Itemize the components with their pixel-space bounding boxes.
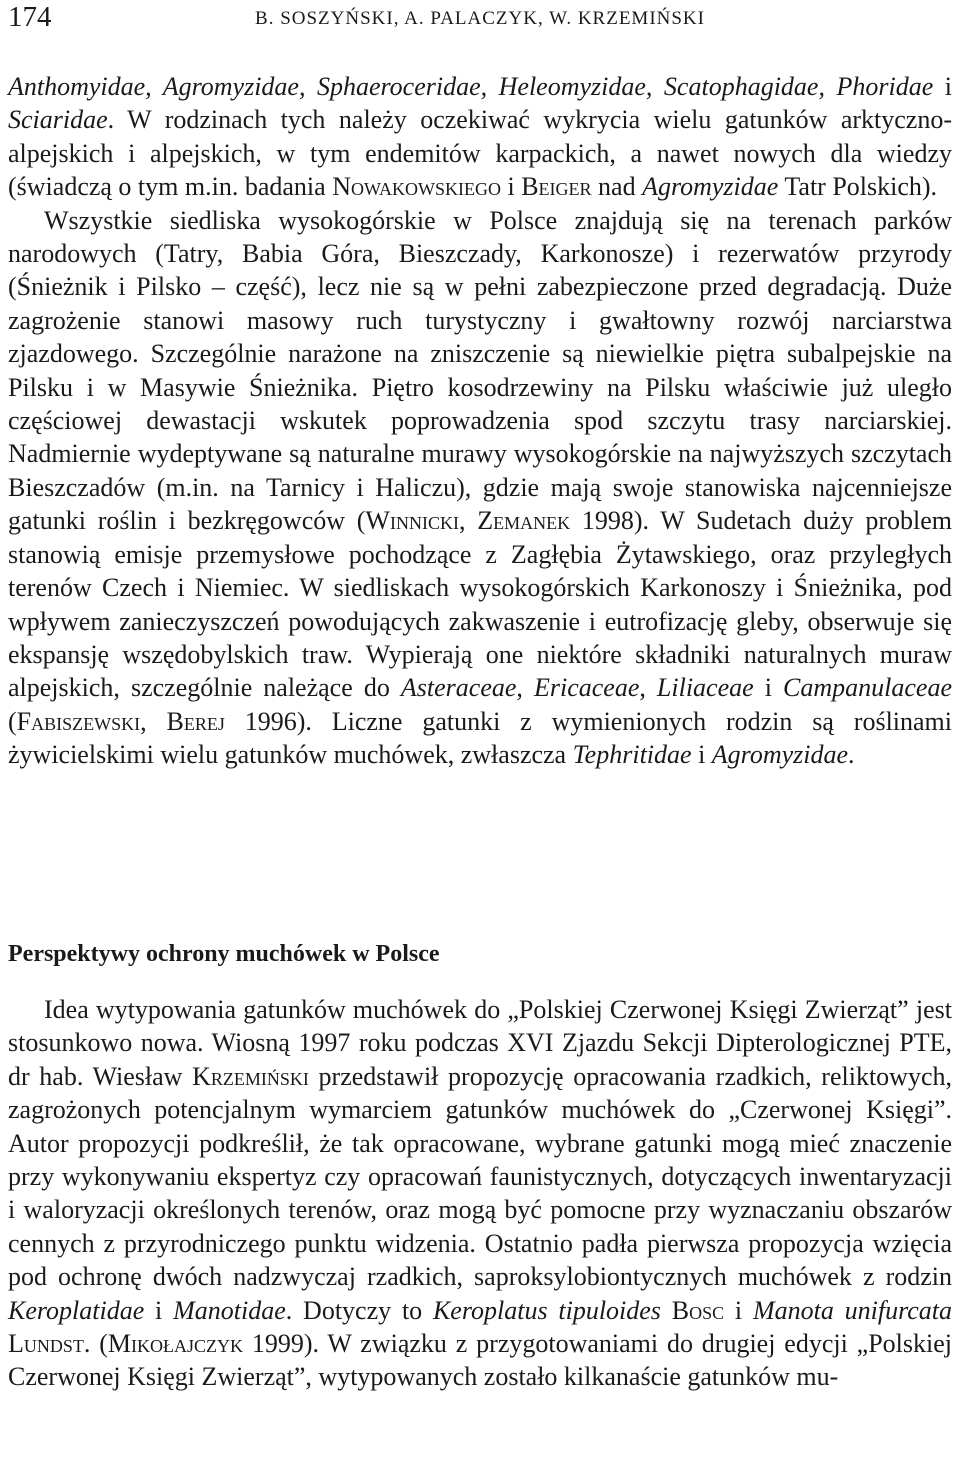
- taxon-name: Manotidae: [173, 1295, 286, 1325]
- taxon-name: Agromyzidae: [642, 172, 779, 202]
- page-number: 174: [8, 1, 52, 33]
- species-name: Manota unifurcata: [752, 1295, 953, 1325]
- taxon-name: Keroplatidae: [8, 1295, 145, 1325]
- text-run: nad: [591, 172, 643, 202]
- text-run: ,: [140, 706, 167, 736]
- author-name: Mikołajczyk: [107, 1329, 244, 1359]
- text-run: 1996). Liczne gatunki z wymienionych rodzin są roślinami żywicielskimi wielu gatunków muchówek, zwłaszcza: [8, 706, 953, 770]
- section-heading: Perspektywy ochrony muchówek w Polsce: [8, 941, 440, 967]
- text-run: przedstawił propozycję opracowania rzadkich, reliktowych, zagrożonych potencjalnym wymarciem gatunków muchówek do „Czerwonej Księgi”. Autor propozycji podkreślił, że tak opracowane, wybrane gatunki mogą mieć znaczenie przy wykonywaniu ekspertyz czy opracowań faunistycznych, dotyczących inwentaryzacji i waloryzacji określonych terenów, oraz mogą być pomocne przy wyznaczaniu obszarów cennych z przyrodniczego punktu widzenia. Ostatnio padła pierwsza propozycja wzięcia pod ochronę dwóch nadzwyczaj rzadkich, saproksylobiontycznych muchówek z rodzin: [8, 1061, 952, 1292]
- text-run: Wszystkie siedliska wysokogórskie w Polsce znajdują się na terenach parków narodowych (Tatry, Babia Góra, Bieszczady, Karkonosze) i rezerwatów przyrody (Śnieżnik i Pilsko – część), lecz nie są w pełni zabezpieczone przed degradacją. Duże zagrożenie stanowi masowy ruch turystyczny i gwałtowny rozwój narciarstwa zjazdowego. Szczególnie narażone na zniszczenie są niewielkie piętra subalpejskie na Pilsku i w Masywie Śnieżnika. Piętro kosodrzewiny na Pilsku właściwie już uległo częściowej dewastacji wskutek poprowadzenia spod szczytu trasy narciarskiej. Nadmiernie wydeptywane są naturalne murawy wysokogórskie na najwyższych szczytach Bieszczadów (m.in. na Tarnicy i Haliczu), gdzie mają swoje stanowiska najcenniejsze gatunki roślin i bezkręgowców (: [8, 205, 952, 536]
- text-run: i: [724, 1295, 753, 1325]
- text-run: ,: [639, 673, 657, 703]
- text-run: i: [933, 72, 952, 101]
- author-name: Bosc: [671, 1295, 725, 1325]
- paragraph-3: [8, 993, 952, 1394]
- author-name: Krzemiński: [192, 1061, 309, 1091]
- author-name: Berej: [166, 706, 225, 736]
- paragraph-2: [8, 204, 952, 772]
- text-run: Idea wytypowania gatunków muchówek do „Polskiej Czerwonej Księgi Zwierząt” jest stosunkowo nowa. Wiosną 1997 roku podczas XVI Zjazdu Sekcji Dipterologicznej PTE, dr hab. Wiesław: [8, 995, 952, 1091]
- text-run: ,: [516, 673, 534, 703]
- text-run: i: [500, 172, 522, 202]
- author-name: Nowakowskiego: [332, 172, 501, 202]
- text-run: 1998). W Sudetach duży problem stanowią emisje przemysłowe pochodzące z Zagłębia Żytawskiego, oraz przyległych terenów Czech i Niemiec. W siedliskach wysokogórskich Karkonoszy i Śnieżnika, pod wpływem zanieczyszczeń powodujących zakwaszenie i eutrofizację gleby, obserwuje się ekspansję wszędobylskich traw. Wypierają one niektóre składniki naturalnych muraw alpejskich, szczególnie należące do: [8, 506, 953, 703]
- text-run: (: [90, 1329, 108, 1359]
- taxon-name: Asteraceae: [400, 673, 517, 703]
- text-run: ,: [458, 506, 478, 536]
- body-text-top: [8, 70, 952, 772]
- taxon-name: Liliaceae: [656, 673, 754, 703]
- paragraph-1: [8, 70, 952, 204]
- taxon-name: Agromyzidae: [711, 740, 849, 770]
- text-run: .: [848, 740, 855, 770]
- taxon-name: Sciaridae: [8, 105, 108, 135]
- text-run: i: [753, 673, 784, 703]
- text-run: (: [8, 706, 17, 736]
- species-name: Keroplatus tipuloides: [432, 1295, 661, 1325]
- text-run: 1999). W związku z przygotowaniami do drugiej edycji „Polskiej Czerwonej Księgi Zwierząt”, wytypowanych zostało kilkanaście gatunków mu-: [8, 1329, 952, 1392]
- author-name: Winnicki: [365, 506, 459, 536]
- body-text-bottom: [8, 993, 952, 1394]
- author-name: Zemanek: [477, 506, 571, 536]
- taxon-name: Campanulaceae: [783, 673, 953, 703]
- taxon-name: Tephritidae: [572, 740, 692, 770]
- author-name: Lundst.: [8, 1329, 91, 1359]
- text-run: [661, 1296, 672, 1325]
- text-run: . Dotyczy to: [285, 1295, 433, 1325]
- text-run: i: [691, 740, 712, 770]
- text-run: . W rodzinach tych należy oczekiwać wykrycia wielu gatunków arktyczno-alpejskich i alpejskich, w tym endemitów karpackich, a nawet nowych dla wiedzy (świadczą o tym m.in. badania: [8, 105, 952, 202]
- author-name: Fabiszewski: [16, 706, 141, 736]
- section-heading-block: [8, 938, 952, 971]
- author-name: Beiger: [521, 172, 592, 202]
- running-head-authors: B. SOSZYŃSKI, A. PALACZYK, W. KRZEMIŃSKI: [255, 8, 705, 29]
- page-header: [8, 0, 952, 40]
- text-run: i: [144, 1295, 174, 1325]
- family-list: Anthomyidae, Agromyzidae, Sphaeroceridae, Heleomyzidae, Scatophagidae, Phoridae: [8, 72, 934, 101]
- taxon-name: Ericaceae: [533, 673, 640, 703]
- text-run: Tatr Polskich).: [778, 172, 938, 202]
